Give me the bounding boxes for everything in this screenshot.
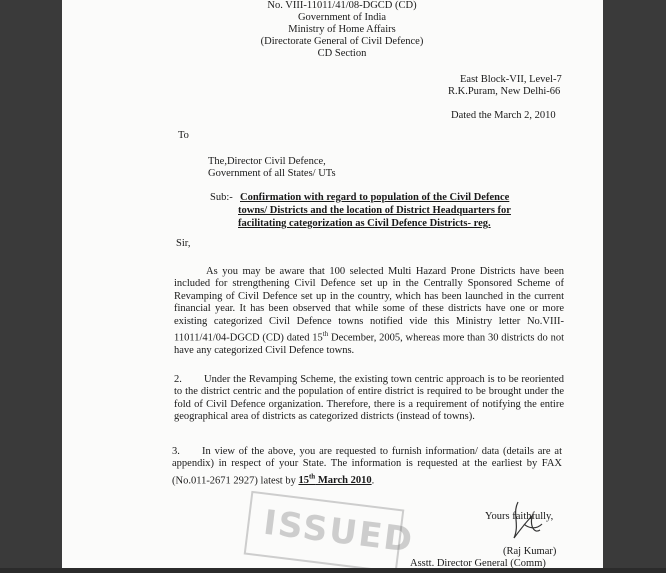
recipient-line-2: Government of all States/ UTs (208, 168, 336, 179)
address-line-2: R.K.Puram, New Delhi-66 (448, 86, 561, 97)
subject-label: Sub:- (210, 192, 233, 203)
closing-yours-faithfully: Yours faithfully, (485, 511, 554, 522)
signature-icon (490, 494, 560, 554)
government-name: Government of India (297, 12, 387, 23)
paragraph-3-end: . (371, 475, 375, 487)
paragraph-2-number: 2. (174, 374, 182, 385)
address-line-1: East Block-VII, Level-7 (460, 74, 562, 85)
to-label: To (178, 130, 189, 141)
recipient-line-1: The,Director Civil Defence, (208, 156, 326, 167)
paragraph-3-number: 3. (172, 446, 180, 457)
paragraph-3-deadline (298, 472, 372, 487)
section-name: CD Section (317, 48, 367, 59)
deadline-sup: th (308, 472, 316, 481)
issued-stamp-text: ISSUED (261, 502, 417, 561)
bottom-bar (0, 568, 666, 573)
paragraph-2-text: Under the Revamping Scheme, the existing town centric approach is to be reoriented to the district centric and the population of entire district is required to be brought under the fold of Civil Defence organization. Therefore, there is a requirement of notifying the entire geographical area of districts as categorized districts (instead of towns). (174, 374, 564, 423)
paragraph-3-text: In view of the above, you are requested to furnish information/ data (details are at appendix) in respect of your State. The information is requested at the earliest by FAX (No.011-2671 2927) latest by (172, 446, 562, 487)
ministry-name: Ministry of Home Affairs (288, 24, 396, 35)
paragraph-1-text: As you may be aware that 100 selected Multi Hazard Prone Districts have been included for strengthening Civil Defence set up in the Centrally Sponsored Scheme of Revamping of Civil Defence set up in the country, which has been launched in the current financial year. It has been observed that while some of these districts have one or more existing categorized Civil Defence towns notified vide this Ministry letter No.VIII-11011/41/04-DGCD (CD) dated 15 (174, 266, 564, 344)
paragraph-2 (174, 374, 564, 424)
deadline-day: 15 (298, 475, 309, 487)
letter-date: Dated the March 2, 2010 (451, 110, 556, 121)
subject-line-1: Confirmation with regard to population of the Civil Defence (240, 192, 510, 203)
reference-number: No. VIII-11011/41/08-DGCD (CD) (267, 0, 417, 11)
paragraph-1-text-end: December, 2005, whereas more than 30 districts do not have any categorized Civil Defence towns. (174, 332, 564, 356)
salutation: Sir, (176, 238, 191, 249)
paragraph-1-sup: th (322, 330, 329, 339)
paragraph-3 (172, 446, 562, 488)
subject-line-3: facilitating categorization as Civil Defence Districts- reg. (238, 218, 491, 229)
directorate-name: (Directorate General of Civil Defence) (260, 36, 424, 47)
signatory-designation: Asstt. Director General (Comm) (410, 558, 546, 568)
letter-page (62, 0, 603, 568)
issued-stamp (244, 491, 417, 568)
signatory-name: (Raj Kumar) (503, 546, 557, 557)
subject-line-2: towns/ Districts and the location of District Headquarters for (238, 205, 511, 216)
deadline-month: March 2010 (315, 475, 372, 487)
paragraph-1 (174, 266, 564, 357)
